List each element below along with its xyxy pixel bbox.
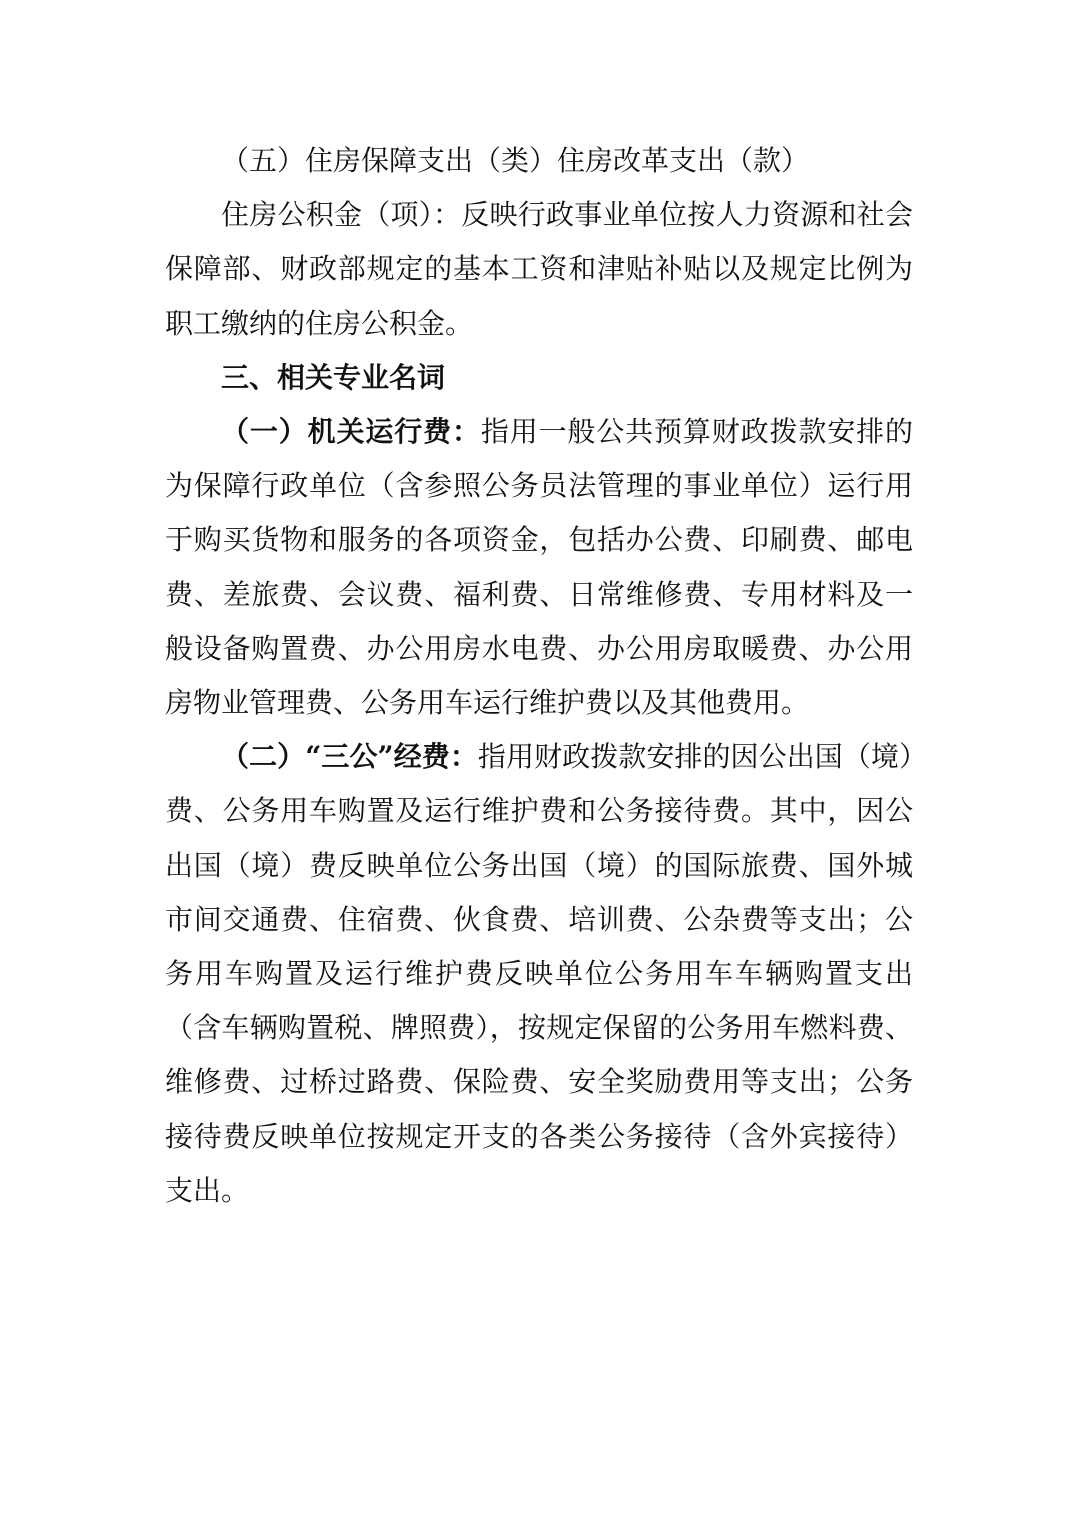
section-3-heading	[165, 351, 913, 405]
housing-fund-text: 反映行政事业单位按人力资源和社会保障部、财政部规定的基本工资和津贴补贴以及规定比例为职工缴纳的住房公积金。	[165, 198, 913, 340]
housing-fund-term: 住房公积金（项）：	[221, 198, 462, 232]
section-5-heading	[165, 134, 913, 188]
term-2-text: 指用财政拨款安排的因公出国（境）费、公务用车购置及运行维护费和公务接待费。其中，因公出国（境）费反映单位公务出国（境）的国际旅费、国外城市间交通费、住宿费、伙食费、培训费、公杂费等支出；公务用车购置及运行维护费反映单位公务用车车辆购置支出（含车辆购置税、牌照费），按规定保留的公务用车燃料费、维修费、过桥过路费、保险费、安全奖励费用等支出；公务接待费反映单位按规定开支的各类公务接待（含外宾接待）支出。	[165, 740, 913, 1207]
term-2-paragraph	[165, 730, 913, 1218]
term-1-text: 指用一般公共预算财政拨款安排的为保障行政单位（含参照公务员法管理的事业单位）运行用于购买货物和服务的各项资金，包括办公费、印刷费、邮电费、差旅费、会议费、福利费、日常维修费、专用材料及一般设备购置费、办公用房水电费、办公用房取暖费、办公用房物业管理费、公务用车运行维护费以及其他费用。	[165, 415, 913, 720]
term-1-label: （一）机关运行费：	[221, 415, 481, 449]
section-3-heading-text: 三、相关专业名词	[221, 360, 446, 394]
term-1-paragraph	[165, 405, 913, 730]
section-5-heading-text: （五）住房保障支出（类）住房改革支出（款）	[221, 144, 810, 177]
term-2-label: （二）“三公”经费：	[221, 740, 478, 774]
document-body	[165, 134, 913, 1218]
housing-fund-paragraph	[165, 188, 913, 351]
